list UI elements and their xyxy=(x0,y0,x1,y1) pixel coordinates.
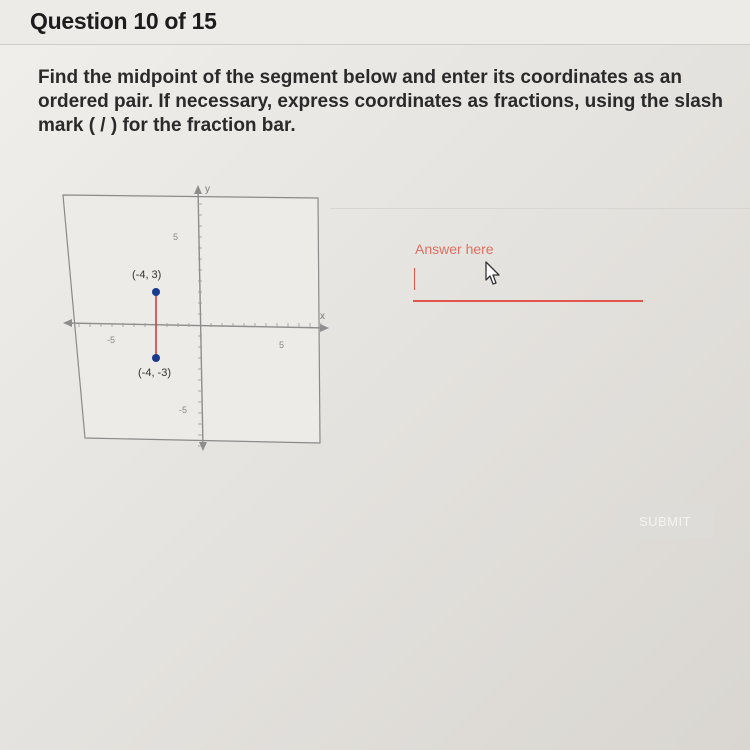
point-b xyxy=(152,354,160,362)
x-axis-left-arrow xyxy=(63,319,72,327)
prompt-line-2: ordered pair. If necessary, express coordinates as fractions, using the slash xyxy=(38,91,723,112)
header-bar xyxy=(0,0,750,45)
mouse-cursor-icon xyxy=(484,260,502,286)
divider xyxy=(330,208,750,209)
answer-label: Answer here xyxy=(415,241,494,257)
submit-button[interactable]: SUBMIT xyxy=(617,503,713,539)
x-axis-label: x xyxy=(320,311,325,322)
y-axis-label: y xyxy=(205,184,210,195)
y-tick-label-5: 5 xyxy=(173,232,179,242)
x-tick-label-5: 5 xyxy=(279,340,285,350)
prompt-line-3: mark ( / ) for the fraction bar. xyxy=(38,115,296,136)
y-tick-label-neg5: -5 xyxy=(179,405,188,415)
point-a xyxy=(152,288,160,296)
y-axis-up-arrow xyxy=(194,185,202,194)
point-a-label: (-4, 3) xyxy=(132,269,162,281)
answer-input[interactable] xyxy=(413,262,643,302)
question-counter: Question 10 of 15 xyxy=(30,8,217,34)
question-prompt xyxy=(38,66,750,138)
text-caret xyxy=(414,268,415,290)
x-tick-label-neg5: -5 xyxy=(107,335,116,345)
coordinate-graph xyxy=(55,180,335,455)
prompt-line-1: Find the midpoint of the segment below and enter its coordinates as an xyxy=(38,67,682,88)
point-b-label: (-4, -3) xyxy=(138,367,171,379)
graph-frame xyxy=(63,195,320,443)
y-axis-down-arrow xyxy=(199,442,207,451)
